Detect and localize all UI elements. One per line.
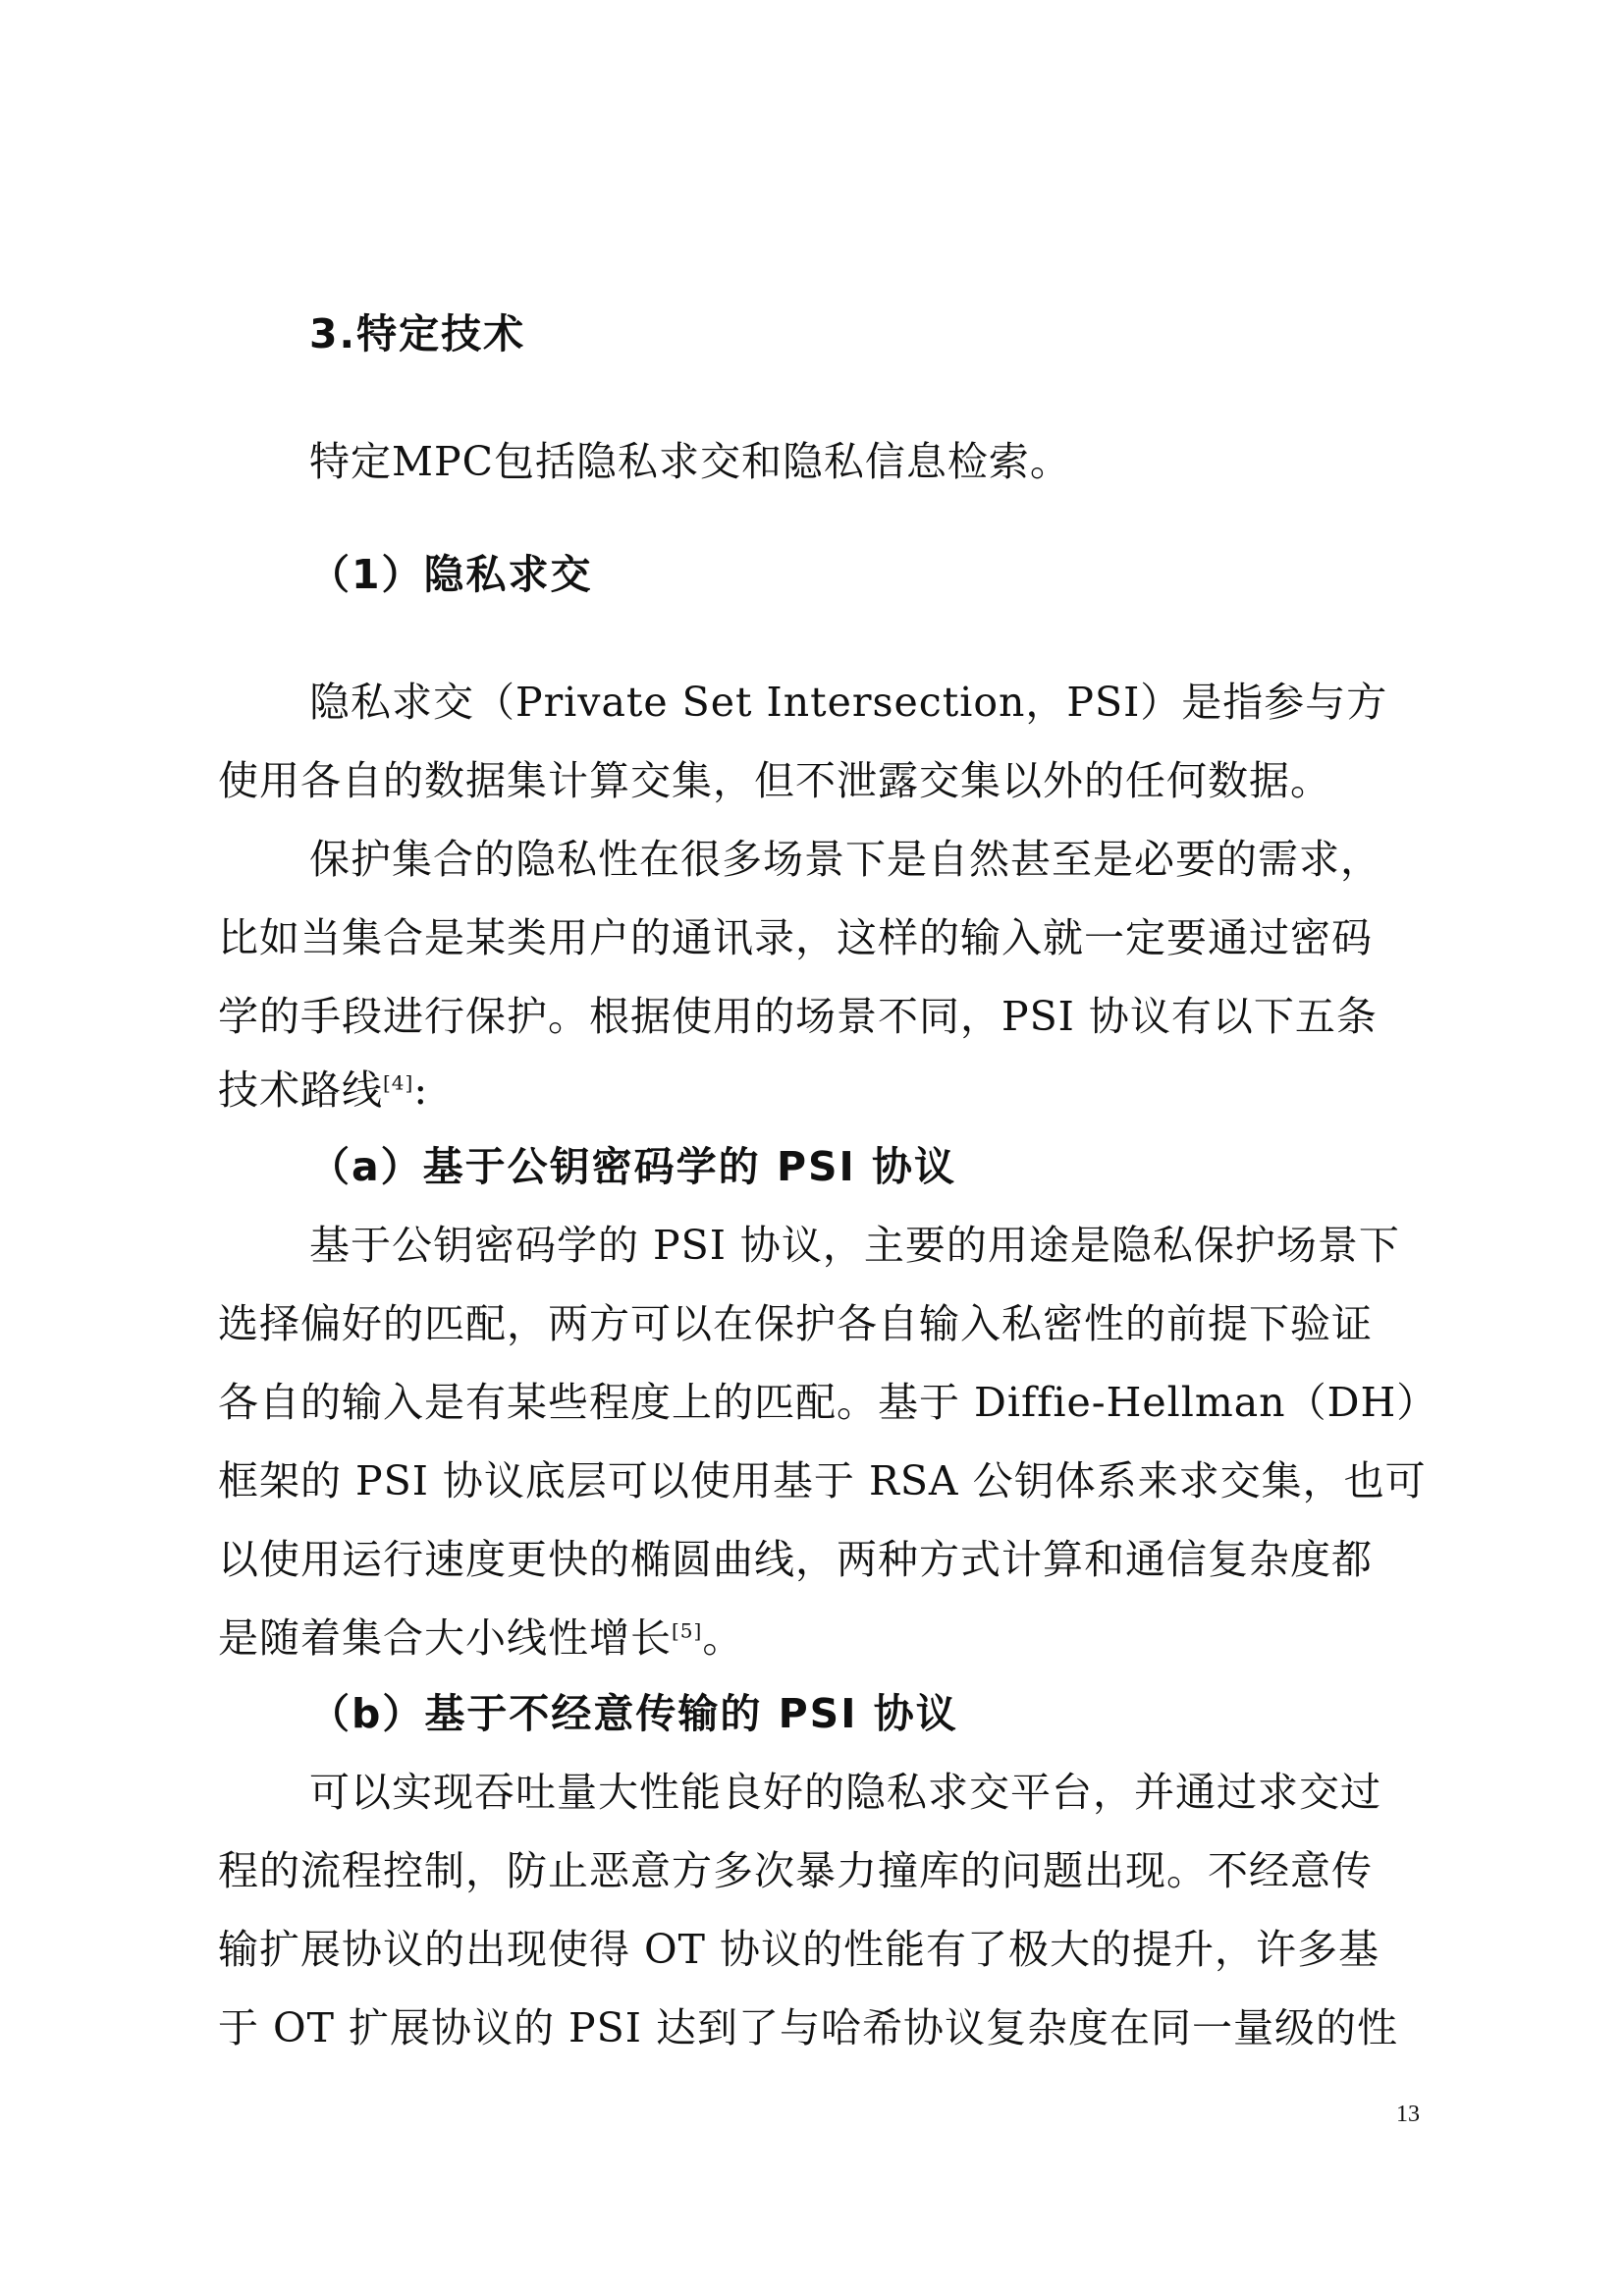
paragraph-line: 保护集合的隐私性在很多场景下是自然甚至是必要的需求， [309,836,1381,883]
citation-ref: [4] [383,1070,414,1095]
paragraph-line: 以使用运行速度更快的椭圆曲线，两种方式计算和通信复杂度都 [218,1536,1373,1583]
intro-paragraph: 特定MPC包括隐私求交和隐私信息检索。 [309,438,1071,485]
paragraph-line: 选择偏好的匹配，两方可以在保护各自输入私密性的前提下验证 [218,1300,1373,1347]
paragraph-text: : [413,1066,429,1114]
paragraph-text: 。 [702,1614,744,1662]
heading-a: （a）基于公钥密码学的 PSI 协议 [309,1143,957,1190]
paragraph-line: 各自的输入是有某些程度上的匹配。基于 Diffie-Hellman（DH） [218,1379,1438,1426]
paragraph-line: 框架的 PSI 协议底层可以使用基于 RSA 公钥体系来求交集，也可 [218,1457,1427,1504]
paragraph-line: 比如当集合是某类用户的通讯录，这样的输入就一定要通过密码 [218,914,1373,961]
paragraph-line: 隐私求交（Private Set Intersection，PSI）是指参与方 [309,679,1388,726]
subsection-heading: （1）隐私求交 [309,551,593,598]
paragraph-line: 学的手段进行保护。根据使用的场景不同，PSI 协议有以下五条 [218,993,1378,1040]
paragraph-text: 是随着集合大小线性增长 [218,1614,672,1662]
paragraph-line [218,1609,743,1667]
paragraph-line [218,1061,428,1120]
paragraph-line: 使用各自的数据集计算交集，但不泄露交集以外的任何数据。 [218,757,1331,804]
paragraph-line: 于 OT 扩展协议的 PSI 达到了与哈希协议复杂度在同一量级的性 [218,2004,1398,2051]
paragraph-line: 可以实现吞吐量大性能良好的隐私求交平台，并通过求交过 [309,1769,1381,1816]
heading-b: （b）基于不经意传输的 PSI 协议 [309,1690,958,1737]
paragraph-text: 技术路线 [218,1066,383,1114]
section-heading: 3.特定技术 [309,310,526,357]
paragraph-line: 基于公钥密码学的 PSI 协议，主要的用途是隐私保护场景下 [309,1222,1400,1269]
paragraph-line: 输扩展协议的出现使得 OT 协议的性能有了极大的提升，许多基 [218,1926,1380,1973]
citation-ref: [5] [672,1618,703,1643]
page-number: 13 [1396,2102,1420,2127]
paragraph-line: 程的流程控制，防止恶意方多次暴力撞库的问题出现。不经意传 [218,1847,1373,1894]
